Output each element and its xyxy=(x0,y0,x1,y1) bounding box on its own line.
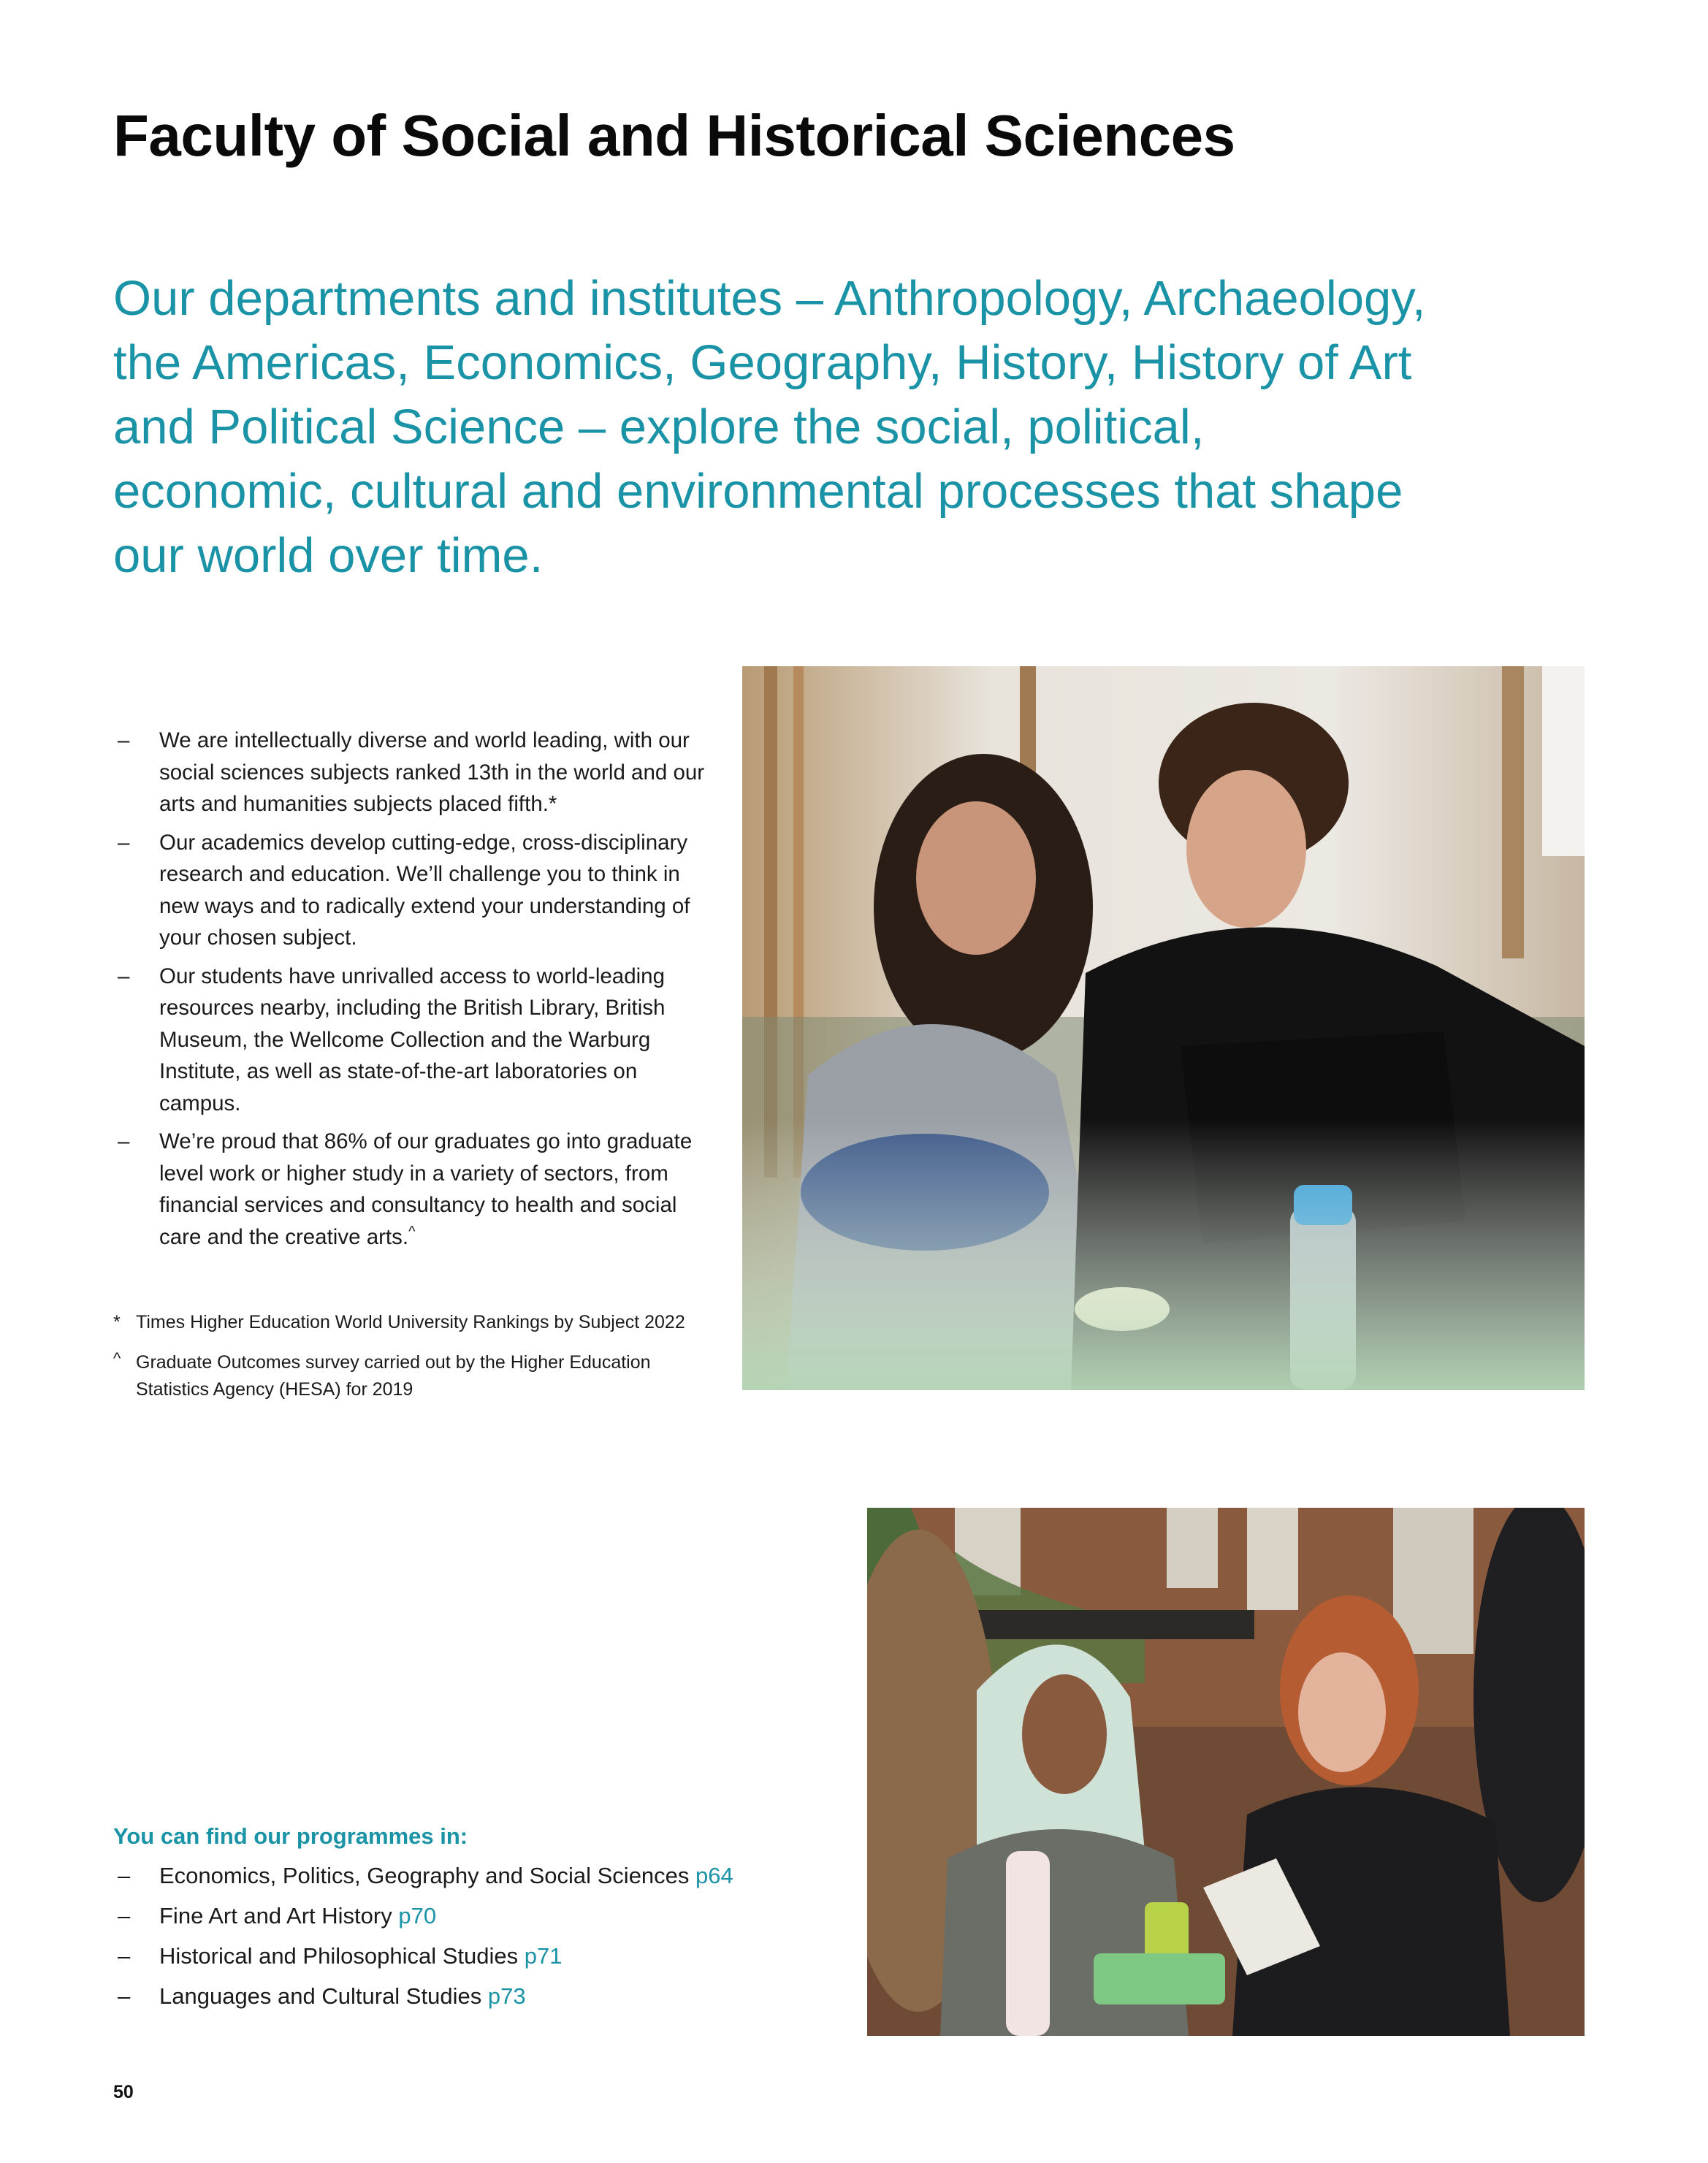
programme-page-link[interactable]: p64 xyxy=(695,1863,733,1888)
footnote xyxy=(113,1349,720,1403)
programme-item[interactable] xyxy=(113,1980,771,2013)
footnote xyxy=(113,1309,720,1336)
programme-name: Historical and Philosophical Studies xyxy=(159,1943,519,1969)
programmes-list xyxy=(113,1860,771,2021)
bullet-text: We are intellectually diverse and world leading, with our social sciences subjects ranked 13th in the world and our arts and humanities subjects placed fifth.* xyxy=(159,728,705,816)
programme-item[interactable] xyxy=(113,1860,771,1892)
students-outdoor-photo xyxy=(867,1508,1585,2036)
footnote-mark: * xyxy=(113,1312,121,1332)
list-item xyxy=(113,961,720,1120)
footnote-text: Times Higher Education World University Rankings by Subject 2022 xyxy=(136,1312,685,1332)
students-laptop-photo xyxy=(742,666,1585,1390)
bullet-dash: – xyxy=(118,1129,130,1153)
programmes-heading: You can find our programmes in: xyxy=(113,1823,468,1849)
bullet-text: Our academics develop cutting-edge, cross-disciplinary research and education. We’ll challenge you to think in new ways and to radically extend your understanding of your chosen subject. xyxy=(159,830,690,950)
programme-item[interactable] xyxy=(113,1940,771,1972)
page-number: 50 xyxy=(113,2082,134,2102)
list-item xyxy=(113,827,720,954)
footnote-mark: ^ xyxy=(113,1349,121,1367)
page-title: Faculty of Social and Historical Sciences xyxy=(113,103,1235,168)
bullet-dash: – xyxy=(118,1863,131,1888)
bullet-dash: – xyxy=(118,1943,131,1969)
bullet-dash: – xyxy=(118,830,130,855)
bullet-dash: – xyxy=(118,964,130,988)
programme-page-link[interactable]: p70 xyxy=(398,1903,437,1929)
programme-item[interactable] xyxy=(113,1900,771,1932)
footnote-text: Graduate Outcomes survey carried out by the Higher Education Statistics Agency (HESA) for 2019 xyxy=(136,1352,651,1400)
programme-name: Fine Art and Art History xyxy=(159,1903,392,1929)
bullet-dash: – xyxy=(118,1983,131,2009)
intro-text: Our departments and institutes – Anthropology, Archaeology, the Americas, Economics, Geography, History, History of Art and Political Science – explore the social, political, economic, cultural and environmental processes that shape our world over time. xyxy=(113,271,1426,583)
list-item xyxy=(113,725,720,820)
key-facts-list xyxy=(113,725,720,1259)
programme-name: Economics, Politics, Geography and Social Sciences xyxy=(159,1863,690,1888)
bullet-text: Our students have unrivalled access to world-leading resources nearby, including the British Library, British Museum, the Wellcome Collection and the Warburg Institute, as well as state-of-the-art laboratories on campus. xyxy=(159,964,666,1115)
bullet-dash: – xyxy=(118,728,130,752)
programme-page-link[interactable]: p73 xyxy=(487,1983,526,2009)
bullet-dash: – xyxy=(118,1903,131,1929)
programme-page-link[interactable]: p71 xyxy=(524,1943,563,1969)
footnotes xyxy=(113,1309,720,1416)
bullet-text: We’re proud that 86% of our graduates go into graduate level work or higher study in a variety of sectors, from financial services and consultancy to health and social care and the creative arts. xyxy=(159,1129,693,1249)
programme-name: Languages and Cultural Studies xyxy=(159,1983,482,2009)
list-item xyxy=(113,1126,720,1253)
footnote-reference: ^ xyxy=(408,1223,416,1240)
